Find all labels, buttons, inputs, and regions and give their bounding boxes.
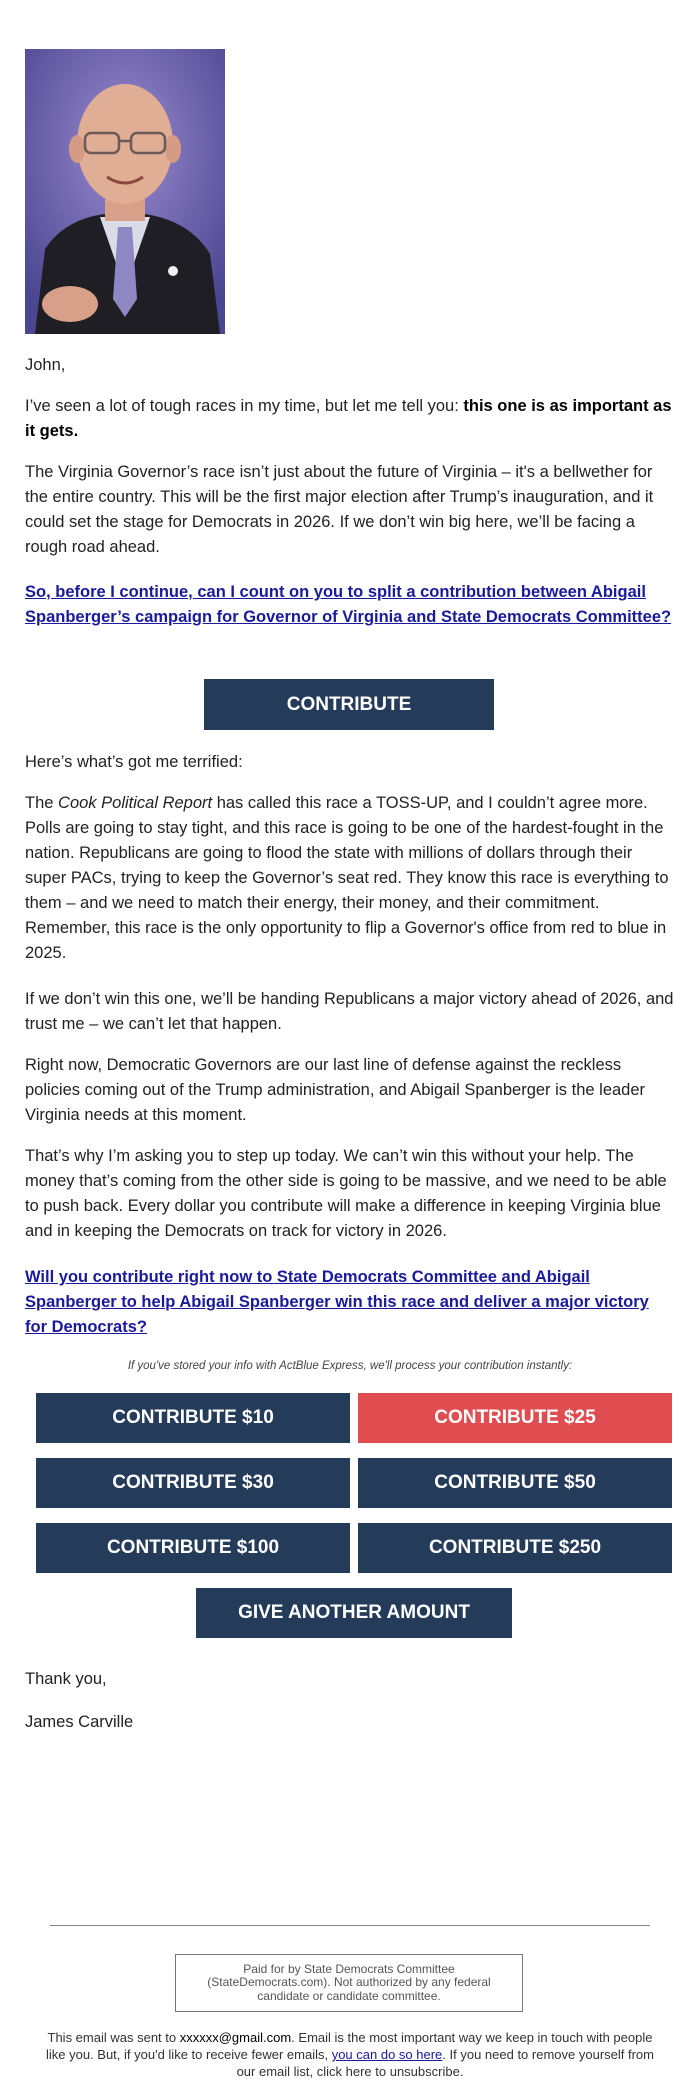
contribute-30-button[interactable]: CONTRIBUTE $30 <box>36 1458 350 1508</box>
footer-text <box>45 2029 655 2080</box>
greeting: John, <box>25 356 66 374</box>
toss-up-paragraph <box>25 791 675 966</box>
governors-paragraph: Right now, Democratic Governors are our last line of defense against the reckless policies coming out of the Trump administration, and Abigail Spanberger is the leader Virginia needs at this moment. <box>25 1056 646 1124</box>
give-another-amount-button[interactable]: GIVE ANOTHER AMOUNT <box>196 1588 512 1638</box>
thank-you: Thank you, <box>25 1670 107 1688</box>
cta-link-2-wrapper <box>25 1265 675 1340</box>
disclaimer-text: Paid for by State Democrats Committee (StateDemocrats.com). Not authorized by any federal candidate or candidate committee. <box>207 1961 491 2003</box>
sender-photo <box>25 49 225 334</box>
contribute-100-button[interactable]: CONTRIBUTE $100 <box>36 1523 350 1573</box>
footer-suffix: . If you need to remove yourself from our email list, click here to unsubscribe. <box>236 2047 654 2079</box>
toss-prefix: The <box>25 794 59 812</box>
footer-divider <box>50 1925 650 1926</box>
cta-link-split-contribution[interactable]: So, before I continue, can I count on you to split a contribution between Abigail Spanberger’s campaign for Governor of Virginia and State Democrats Committee? <box>25 583 672 626</box>
cta-link-1-wrapper <box>25 580 675 630</box>
footer-prefix: This email was sent to <box>47 2030 180 2045</box>
contribute-10-button[interactable]: CONTRIBUTE $10 <box>36 1393 350 1443</box>
ask-paragraph: That’s why I’m asking you to step up today. We can’t win this without your help. The money that’s coming from the other side is going to be massive, and we need to be able to push back. Every dollar you contribute will make a difference in keeping Virginia blue and in keeping the Democrats on track for victory in 2026. <box>25 1147 667 1240</box>
actblue-express-note: If you've stored your info with ActBlue Express, we'll process your contribution instantly: <box>127 1360 573 1372</box>
toss-rest: has called this race a TOSS-UP, and I couldn’t agree more. Polls are going to stay tight, and this race is going to be one of the hardest-fought in the nation. Republicans are going to flood the state with millions of dollars through their super PACs, trying to keep the Governor’s seat red. They know this race is everything to them – and we need to match their energy, their money, and their commitment. Remember, this race is the only opportunity to flip a Governor's office from red to blue in 2025. <box>25 794 669 962</box>
contribute-50-button[interactable]: CONTRIBUTE $50 <box>358 1458 672 1508</box>
intro-bold: this one is as important as it gets. <box>25 397 672 440</box>
win-paragraph: If we don’t win this one, we’ll be handing Republicans a major victory ahead of 2026, and trust me – we can’t let that happen. <box>25 990 674 1033</box>
terrified-paragraph: Here’s what’s got me terrified: <box>25 753 243 771</box>
cta-link-contribute-now[interactable]: Will you contribute right now to State Democrats Committee and Abigail Spanberger to help Abigail Spanberger win this race and deliver a major victory for Democrats? <box>25 1268 649 1336</box>
intro-paragraph <box>25 394 675 444</box>
virginia-paragraph: The Virginia Governor’s race isn’t just about the future of Virginia – it's a bellwether for the entire country. This will be the first major election after Trump’s inauguration, and it could set the stage for Democrats in 2026. If we don’t win big here, we’ll be facing a rough road ahead. <box>25 463 654 556</box>
intro-text: I’ve seen a lot of tough races in my time, but let me tell you: <box>25 397 464 415</box>
contribute-button[interactable]: CONTRIBUTE <box>204 679 494 730</box>
footer-middle: . Email is the most important way we keep in touch with people like you. But, if you'd like to receive fewer emails, <box>45 2030 653 2062</box>
contribute-250-button[interactable]: CONTRIBUTE $250 <box>358 1523 672 1573</box>
recipient-email: xxxxxx@gmail.com <box>179 2030 292 2045</box>
paid-for-disclaimer <box>175 1954 523 2012</box>
contribute-25-button[interactable]: CONTRIBUTE $25 <box>358 1393 672 1443</box>
cook-political-report: Cook Political Report <box>58 794 213 812</box>
fewer-emails-link[interactable]: you can do so here <box>331 2047 443 2062</box>
signature: James Carville <box>25 1713 134 1731</box>
person-photo-icon <box>25 49 225 334</box>
